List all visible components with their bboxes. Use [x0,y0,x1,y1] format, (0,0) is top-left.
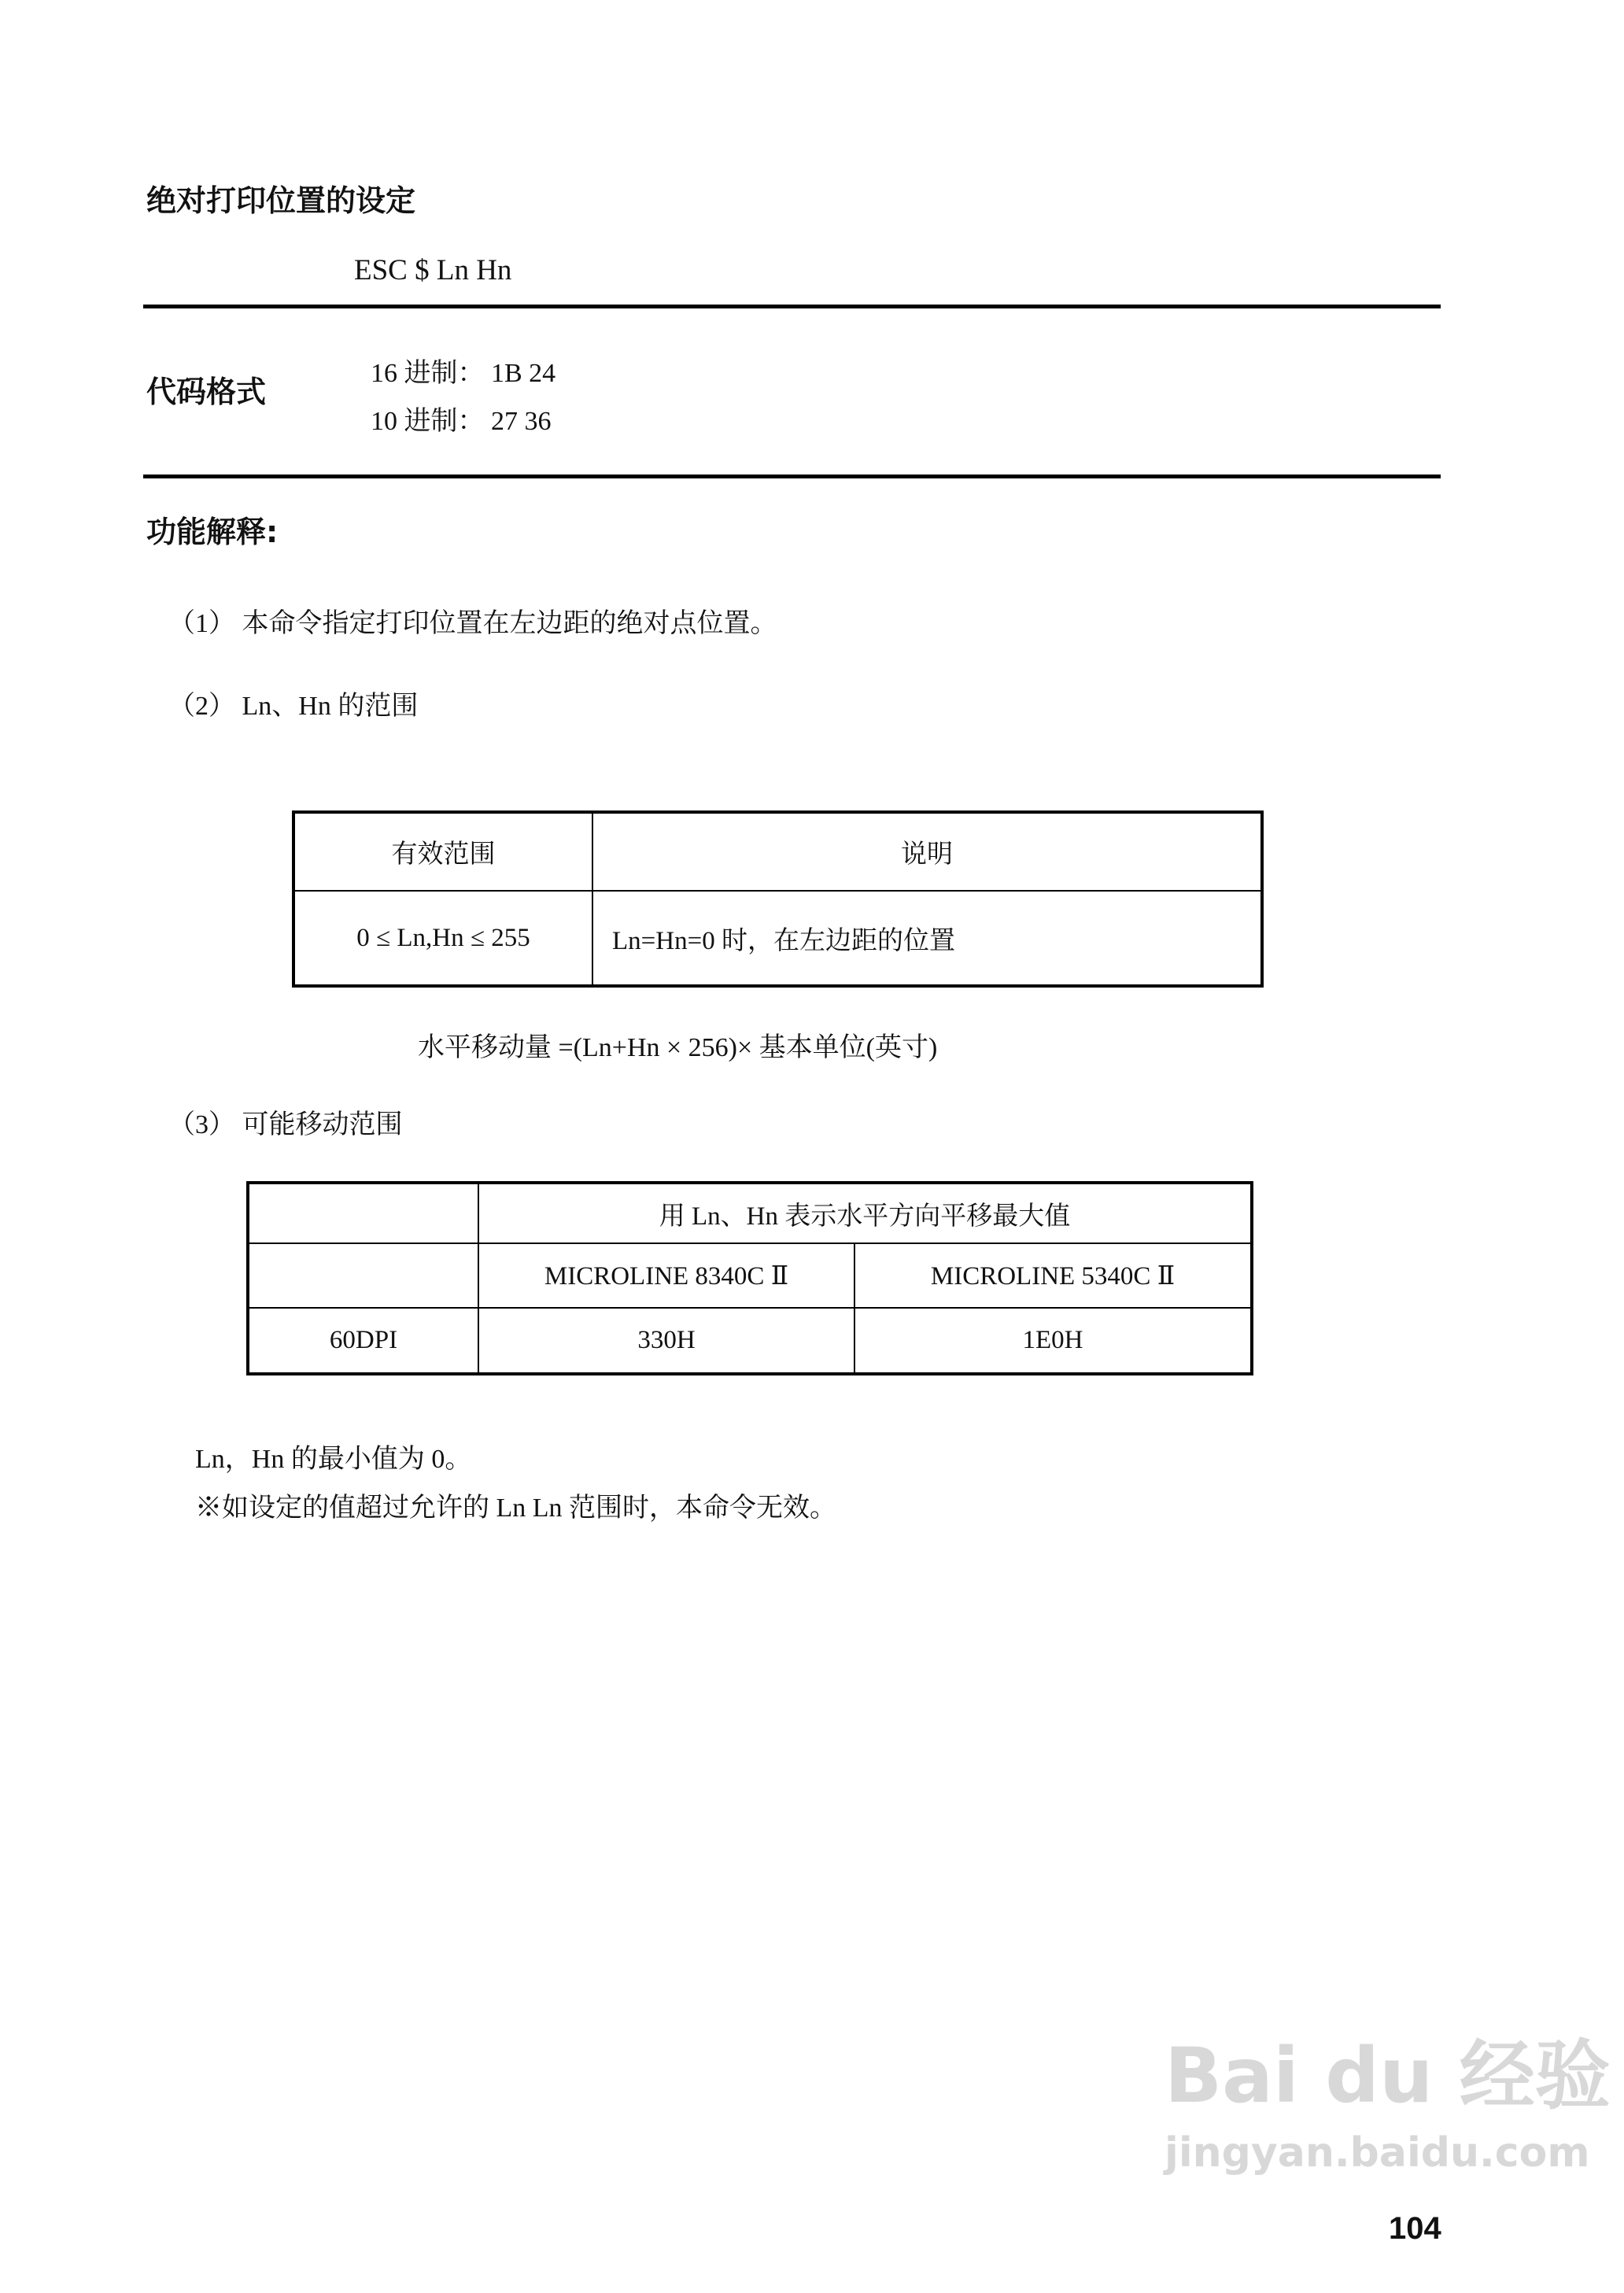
model-8340: MICROLINE 8340C Ⅱ [478,1243,854,1308]
section-title: 绝对打印位置的设定 [146,183,416,218]
range-description: Ln=Hn=0 时，在左边距的位置 [592,891,1262,986]
divider [143,474,1441,478]
divider [143,305,1441,308]
header-description: 说明 [592,812,1262,891]
dec-code: 10 进制： 27 36 [371,407,552,436]
model-5340: MICROLINE 5340C Ⅱ [854,1243,1252,1308]
value-5340: 1E0H [854,1308,1252,1374]
function-label: 功能解释: [146,515,279,549]
range-value: 0 ≤ Ln,Hn ≤ 255 [293,891,592,986]
page-number: 104 [1389,2211,1441,2246]
range-table [292,810,1264,988]
command-syntax: ESC $ Ln Hn [354,254,512,286]
note-min: Ln，Hn 的最小值为 0。 [195,1445,472,1474]
note-invalid: ※如设定的值超过允许的 Ln Ln 范围时，本命令无效。 [195,1494,837,1523]
table-caption: 用 Ln、Hn 表示水平方向平移最大值 [478,1183,1252,1243]
formula: 水平移动量 =(Ln+Hn × 256)× 基本单位(英寸) [418,1033,938,1062]
header-range: 有效范围 [293,812,592,891]
item-1: （1） 本命令指定打印位置在左边距的绝对点位置。 [168,609,777,638]
item-3: （3） 可能移动范围 [168,1110,403,1139]
watermark-url: jingyan.baidu.com [1164,2129,1590,2177]
empty-cell [248,1243,478,1308]
move-range-table [246,1181,1253,1375]
row-label: 60DPI [248,1308,478,1374]
hex-code: 16 进制： 1B 24 [371,359,556,388]
watermark-logo: Bai du 经验 [1164,2032,1611,2120]
code-format-label: 代码格式 [146,375,267,409]
item-2: （2） Ln、Hn 的范围 [168,692,419,721]
empty-cell [248,1183,478,1243]
value-8340: 330H [478,1308,854,1374]
